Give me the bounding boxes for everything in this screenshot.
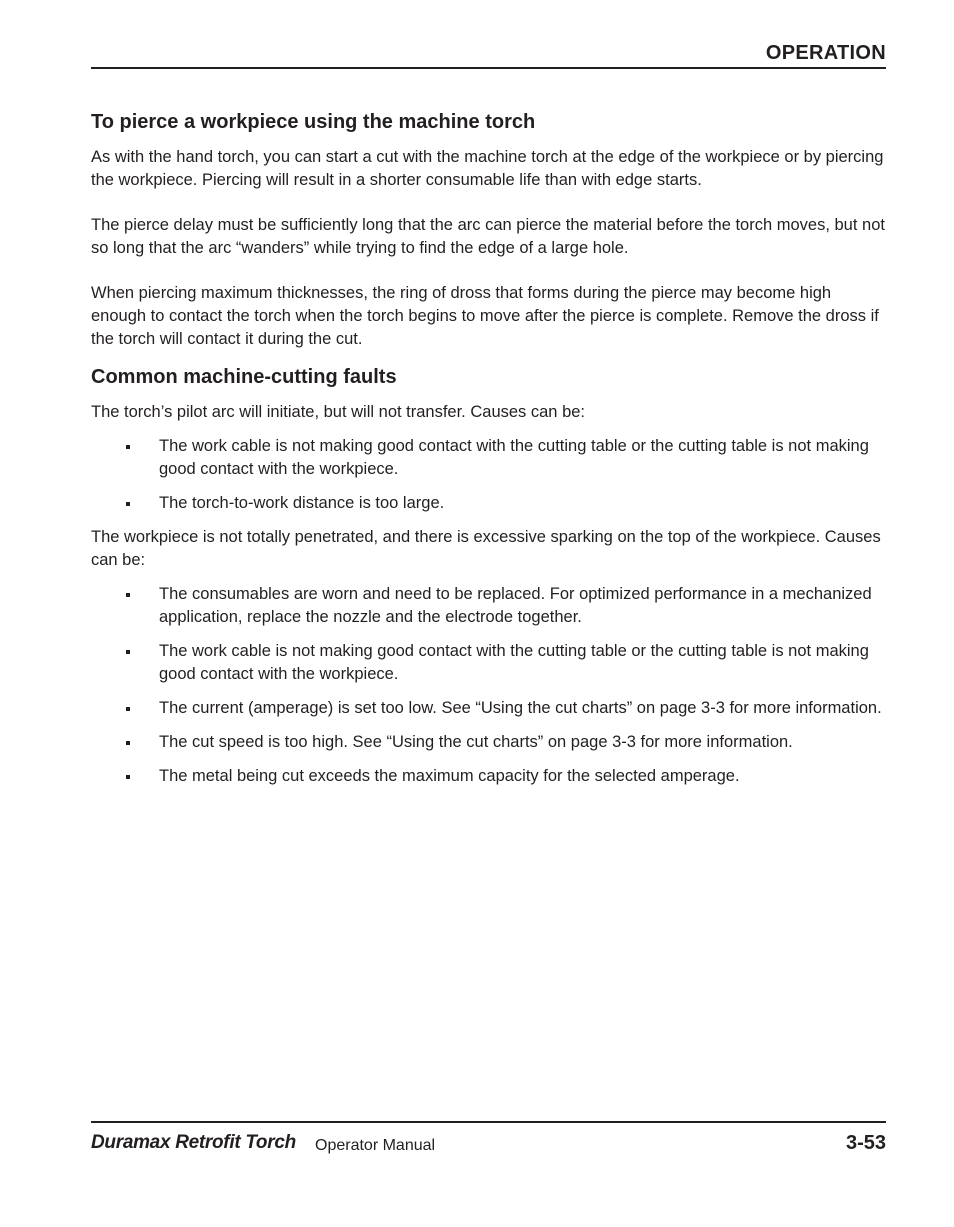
manual-type: Operator Manual <box>315 1137 436 1154</box>
bullet-icon <box>126 650 130 654</box>
section-label: OPERATION <box>765 42 886 64</box>
list-item <box>91 583 889 629</box>
list-item <box>91 731 889 754</box>
bullet-icon <box>126 593 130 597</box>
page-header <box>91 40 886 69</box>
cause-text: The work cable is not making good contact with the cutting table or the cutting table is not making good contact with the workpiece. <box>159 437 869 478</box>
heading-machine-cutting-faults: Common machine-cutting faults <box>91 366 397 388</box>
paragraph: The pierce delay must be sufficiently long that the arc can pierce the material before the torch moves, but not so long that the arc “wanders” while trying to find the edge of a large hole. <box>91 216 885 257</box>
cause-text: The torch-to-work distance is too large. <box>159 494 445 512</box>
list-item <box>91 492 889 515</box>
list-item <box>91 697 889 720</box>
fault-intro: The torch’s pilot arc will initiate, but will not transfer. Causes can be: <box>91 403 586 421</box>
product-name: Duramax Retrofit Torch <box>91 1132 296 1153</box>
cause-text: The work cable is not making good contact with the cutting table or the cutting table is not making good contact with the workpiece. <box>159 642 869 683</box>
cause-text: The cut speed is too high. See “Using the cut charts” on page 3-3 for more information. <box>159 733 793 751</box>
cause-text: The consumables are worn and need to be replaced. For optimized performance in a mechanized application, replace the nozzle and the electrode together. <box>159 585 872 626</box>
bullet-icon <box>126 707 130 711</box>
cause-list <box>91 435 889 515</box>
bullet-icon <box>126 741 130 745</box>
list-item <box>91 765 889 788</box>
list-item <box>91 640 889 686</box>
paragraph: When piercing maximum thicknesses, the ring of dross that forms during the pierce may become high enough to contact the torch when the torch begins to move after the pierce is complete. Remove the dross if the torch will contact it during the cut. <box>91 284 879 348</box>
page-number: 3-53 <box>845 1132 886 1154</box>
cause-list <box>91 583 889 788</box>
cause-text: The metal being cut exceeds the maximum capacity for the selected amperage. <box>159 767 740 785</box>
list-item <box>91 435 889 481</box>
bullet-icon <box>126 502 130 506</box>
fault-intro: The workpiece is not totally penetrated, and there is excessive sparking on the top of the workpiece. Causes can be: <box>91 528 881 569</box>
paragraph: As with the hand torch, you can start a cut with the machine torch at the edge of the workpiece or by piercing the workpiece. Piercing will result in a shorter consumable life than with edge starts. <box>91 148 884 189</box>
page-footer <box>91 1121 886 1163</box>
bullet-icon <box>126 445 130 449</box>
bullet-icon <box>126 775 130 779</box>
cause-text: The current (amperage) is set too low. See “Using the cut charts” on page 3-3 for more information. <box>159 699 882 717</box>
heading-pierce-workpiece: To pierce a workpiece using the machine torch <box>91 111 536 133</box>
page-content <box>91 108 889 799</box>
